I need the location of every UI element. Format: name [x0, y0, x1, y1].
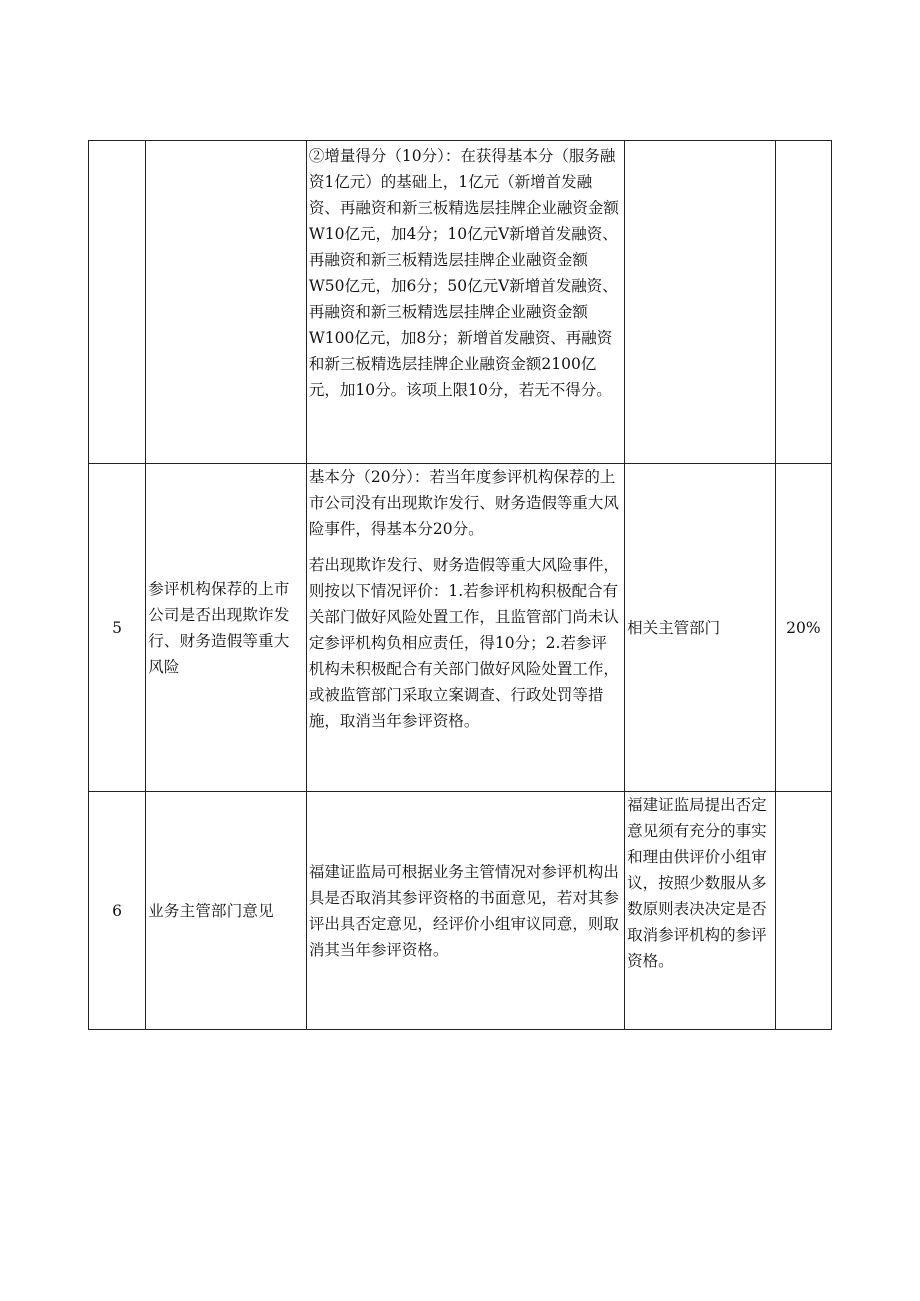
evaluation-table — [88, 140, 832, 1030]
indicator-cell — [146, 464, 307, 792]
weight-cell — [775, 141, 831, 464]
indicator-text: 参评机构保荐的上市公司是否出现欺诈发行、财务造假等重大风险 — [148, 579, 290, 676]
standard-paragraph: 福建证监局可根据业务主管情况对参评机构出具是否取消其参评资格的书面意见，若对其参评出具否定意见，经评价小组审议同意，则取消其当年参评资格。 — [308, 862, 619, 959]
weight-cell: 20% — [775, 464, 831, 792]
source-text: 福建证监局提出否定意见须有充分的事实和理由供评价小组审议，按照少数服从多数原则表决决定是否取消参评机构的参评资格。 — [627, 796, 767, 970]
row-number-cell — [89, 141, 146, 464]
source-cell — [625, 141, 776, 464]
indicator-text: 业务主管部门意见 — [148, 901, 274, 920]
standard-paragraph: 基本分（20分）：若当年度参评机构保荐的上市公司没有出现欺诈发行、财务造假等重大风险事件，得基本分20分。 — [308, 468, 619, 538]
row-number-cell: 5 — [89, 464, 146, 792]
standard-cell — [306, 141, 624, 464]
weight-cell — [775, 792, 831, 1030]
standard-paragraph: ②增量得分（10分）：在获得基本分（服务融资1亿元）的基础上，1亿元（新增首发融资、再融资和新三板精选层挂牌企业融资金额W10亿元，加4分；10亿元V新增首发融资、再融资和新三板精选层挂牌企业融资金额W50亿元，加6分；50亿元V新增首发融资、再融资和新三板精选层挂牌企业融资金额W100亿元，加8分；新增首发融资、再融资和新三板精选层挂牌企业融资金额2100亿元，加10分。该项上限10分，若无不得分。 — [308, 147, 619, 399]
row-number-cell: 6 — [89, 792, 146, 1030]
standard-cell — [306, 464, 624, 792]
table-row — [89, 141, 832, 464]
table-row — [89, 464, 832, 792]
table-row — [89, 792, 832, 1030]
indicator-cell — [146, 141, 307, 464]
indicator-cell — [146, 792, 307, 1030]
source-cell — [625, 464, 776, 792]
standard-cell — [306, 792, 624, 1030]
source-text: 相关主管部门 — [627, 618, 721, 637]
standard-paragraph: 若出现欺诈发行、财务造假等重大风险事件，则按以下情况评价：1.若参评机构积极配合有关部门做好风险处置工作，且监管部门尚未认定参评机构负相应责任，得10分；2.若参评机构未积极配合有关部门做好风险处置工作，或被监管部门采取立案调查、行政处罚等措施，取消当年参评资格。 — [308, 556, 619, 730]
source-cell — [625, 792, 776, 1030]
